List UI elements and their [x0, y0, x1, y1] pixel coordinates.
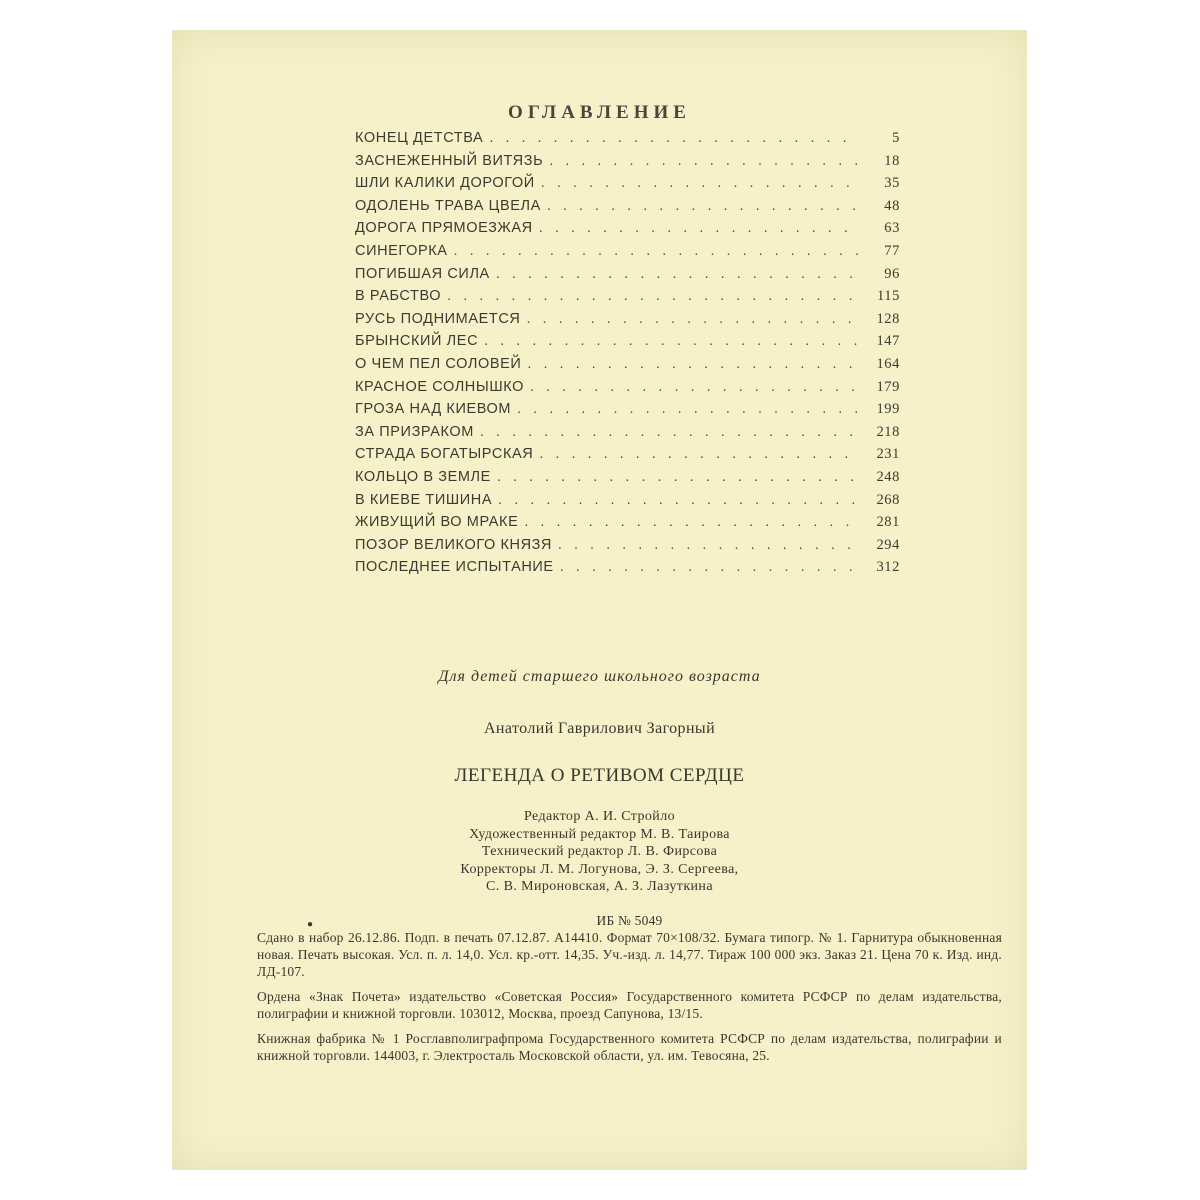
toc-entry-label: ДОРОГА ПРЯМОЕЗЖАЯ: [355, 220, 533, 237]
toc-entry-label: ПОСЛЕДНЕЕ ИСПЫТАНИЕ: [355, 559, 554, 576]
toc-title: ОГЛАВЛЕНИЕ: [508, 102, 691, 123]
toc-entry-label: КОЛЬЦО В ЗЕМЛЕ: [355, 468, 491, 485]
toc-leader-dots: [447, 288, 860, 304]
toc-entry-page: 312: [876, 559, 900, 576]
toc-entry-page: 48: [884, 197, 900, 214]
ib-number: ИБ № 5049: [596, 913, 663, 928]
toc-entry: [355, 469, 900, 492]
toc-entry-page: 5: [892, 130, 900, 146]
toc-entry-page: 268: [876, 491, 900, 508]
toc-entry-page: 164: [876, 355, 900, 372]
toc-entry-page: 63: [884, 220, 900, 237]
toc-entry: [355, 379, 900, 402]
toc-entry-page: 231: [876, 446, 900, 463]
toc-entry-page: 35: [884, 175, 900, 192]
toc-leader-dots: [484, 333, 860, 349]
toc-leader-dots: [527, 311, 861, 327]
toc-leader-dots: [539, 220, 860, 236]
toc-entry-label: БРЫНСКИЙ ЛЕС: [355, 333, 479, 350]
toc-leader-dots: [539, 446, 860, 462]
toc-leader-dots: [489, 130, 860, 146]
toc-entry-page: 96: [884, 265, 900, 282]
toc-entry-page: 179: [876, 378, 900, 395]
toc-entry: [355, 198, 900, 221]
toc-leader-dots: [480, 424, 860, 440]
toc-entry-page: 218: [876, 423, 900, 440]
toc-entry: [355, 559, 900, 582]
toc-leader-dots: [517, 401, 860, 417]
toc-entry-label: ОДОЛЕНЬ ТРАВА ЦВЕЛА: [355, 197, 541, 214]
toc-entry: [355, 130, 900, 153]
toc-entry-page: 281: [876, 514, 900, 531]
toc-leader-dots: [560, 559, 860, 575]
toc-entry-label: ПОГИБШАЯ СИЛА: [355, 265, 490, 282]
toc-leader-dots: [497, 469, 860, 485]
toc-leader-dots: [496, 266, 860, 282]
toc-entry-label: ЗА ПРИЗРАКОМ: [355, 423, 474, 440]
toc-entry-page: 199: [876, 401, 900, 418]
toc-entry: [355, 266, 900, 289]
print-details: Сдано в набор 26.12.86. Подп. в печать 07.12.87. А14410. Формат 70×108/32. Бумага типогр. № 1. Гарнитура обыкновенная новая. Печать высокая. Усл. п. л. 14,0. Усл. кр.-отт. 14,35. Уч.-изд. л. 14,77. Тираж 100 000 экз. Заказ 21. Цена 70 к. Изд. инд. ЛД-107.: [257, 930, 1002, 979]
toc-entry: [355, 243, 900, 266]
credit-line: Художественный редактор М. В. Таирова: [469, 826, 730, 842]
bullet-mark: ●: [307, 919, 314, 930]
table-of-contents: [355, 130, 900, 582]
credit-line: С. В. Мироновская, А. З. Лазуткина: [486, 879, 713, 894]
toc-entry-label: РУСЬ ПОДНИМАЕТСЯ: [355, 310, 521, 327]
toc-entry-label: КРАСНОЕ СОЛНЫШКО: [355, 378, 524, 395]
credit-line: Редактор А. И. Стройло: [524, 809, 675, 824]
toc-leader-dots: [524, 514, 860, 530]
toc-entry-label: О ЧЕМ ПЕЛ СОЛОВЕЙ: [355, 355, 522, 372]
toc-leader-dots: [541, 175, 860, 191]
toc-entry-page: 147: [876, 333, 900, 350]
credit-line: Технический редактор Л. В. Фирсова: [481, 844, 718, 859]
printer-info: Книжная фабрика № 1 Росглавполиграфпрома Государственного комитета РСФСР по делам издательства, полиграфии и книжной торговли. 144003, г. Электросталь Московской области, ул. им. Тевосяна, 25.: [257, 1031, 1002, 1063]
book-title: ЛЕГЕНДА О РЕТИВОМ СЕРДЦЕ: [454, 765, 745, 786]
audience-note: Для детей старшего школьного возраста: [438, 668, 761, 685]
toc-entry-label: ГРОЗА НАД КИЕВОМ: [355, 401, 512, 418]
toc-entry-label: В РАБСТВО: [355, 288, 442, 305]
toc-entry: [355, 153, 900, 176]
credit-line: Корректоры Л. М. Логунова, Э. З. Сергеева,: [460, 861, 739, 877]
imprint: [257, 912, 1002, 1064]
toc-entry: [355, 288, 900, 311]
toc-entry: [355, 401, 900, 424]
toc-entry: [355, 537, 900, 560]
toc-entry-label: ПОЗОР ВЕЛИКОГО КНЯЗЯ: [355, 536, 552, 553]
toc-entry-label: ЖИВУЩИЙ ВО МРАКЕ: [355, 514, 519, 531]
credits: [172, 808, 1027, 896]
toc-entry-page: 115: [876, 288, 900, 305]
toc-entry-page: 294: [876, 536, 900, 553]
toc-leader-dots: [530, 379, 860, 395]
author-name: Анатолий Гаврилович Загорный: [483, 720, 716, 737]
book-page: [172, 30, 1027, 1170]
toc-entry-page: 128: [876, 310, 900, 327]
toc-entry: [355, 492, 900, 515]
toc-entry-label: СТРАДА БОГАТЫРСКАЯ: [355, 446, 534, 463]
toc-entry: [355, 424, 900, 447]
toc-entry: [355, 514, 900, 537]
toc-leader-dots: [558, 537, 860, 553]
toc-leader-dots: [549, 153, 860, 169]
toc-entry-label: КОНЕЦ ДЕТСТВА: [355, 130, 484, 146]
toc-entry: [355, 220, 900, 243]
publisher-info: Ордена «Знак Почета» издательство «Советская Россия» Государственного комитета РСФСР по делам издательства, полиграфии и книжной торговли. 103012, Москва, проезд Сапунова, 13/15.: [257, 989, 1002, 1021]
toc-leader-dots: [527, 356, 860, 372]
toc-entry-page: 77: [884, 242, 900, 259]
toc-entry-label: В КИЕВЕ ТИШИНА: [355, 491, 493, 508]
toc-entry-label: ЗАСНЕЖЕННЫЙ ВИТЯЗЬ: [355, 152, 544, 169]
toc-entry: [355, 356, 900, 379]
toc-entry: [355, 175, 900, 198]
toc-entry-label: СИНЕГОРКА: [355, 242, 448, 259]
toc-entry: [355, 311, 900, 334]
toc-entry-label: ШЛИ КАЛИКИ ДОРОГОЙ: [355, 175, 535, 192]
toc-entry-page: 248: [876, 468, 900, 485]
toc-leader-dots: [498, 492, 860, 508]
toc-entry: [355, 333, 900, 356]
toc-leader-dots: [547, 198, 860, 214]
toc-entry: [355, 446, 900, 469]
toc-leader-dots: [454, 243, 860, 259]
toc-entry-page: 18: [884, 152, 900, 169]
